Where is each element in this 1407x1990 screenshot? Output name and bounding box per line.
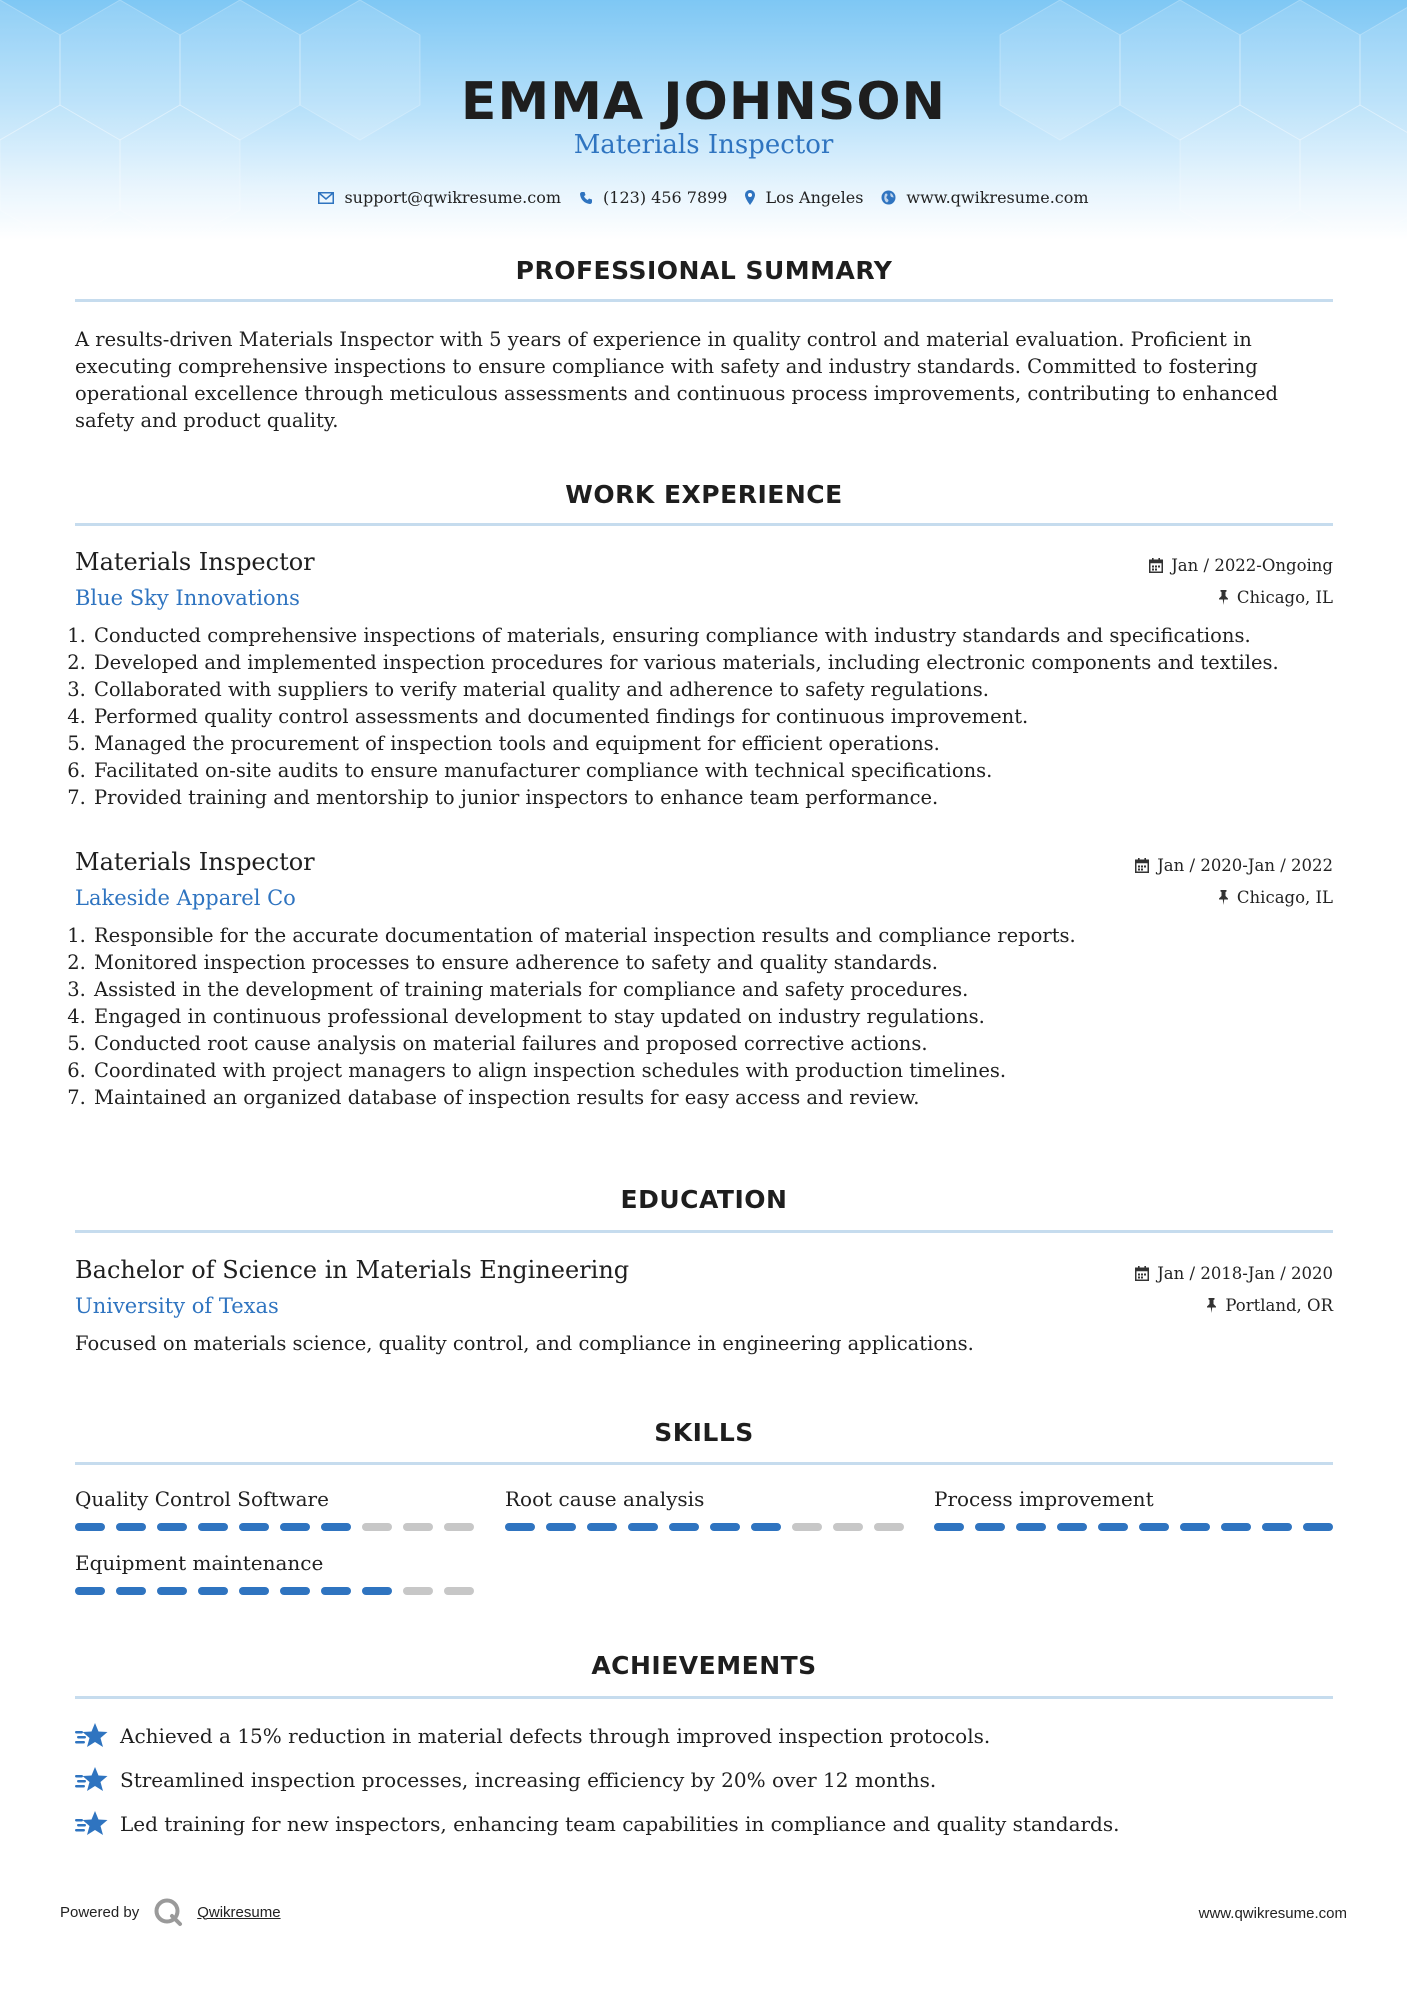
- list-item: 3. Assisted in the development of training materials for compliance and safety procedures.: [92, 976, 1333, 1003]
- map-pin-icon: [745, 190, 755, 205]
- skill-dash-empty: [874, 1523, 904, 1531]
- skill-dash-filled: [116, 1523, 146, 1531]
- qwikresume-logo-icon: [153, 1897, 183, 1927]
- shooting-star-icon: [75, 1766, 108, 1794]
- skill-item: [505, 1487, 905, 1531]
- skill-dash-empty: [792, 1523, 822, 1531]
- list-item: 6. Coordinated with project managers to align inspection schedules with production timelines.: [92, 1057, 1333, 1084]
- skill-dash-filled: [628, 1523, 658, 1531]
- pushpin-icon: [1218, 590, 1229, 605]
- list-item: 2. Developed and implemented inspection procedures for various materials, including electronic components and textiles.: [92, 649, 1333, 676]
- location-text: Los Angeles: [765, 188, 864, 207]
- skill-dash-filled: [975, 1523, 1005, 1531]
- section-divider: [75, 1462, 1333, 1465]
- skill-dash-filled: [157, 1523, 187, 1531]
- section-divider: [75, 1696, 1333, 1699]
- skill-name: Process improvement: [934, 1487, 1154, 1511]
- job-date-text: Jan / 2020-Jan / 2022: [1157, 856, 1333, 875]
- section-divider: [75, 1230, 1333, 1233]
- education-description: Focused on materials science, quality control, and compliance in engineering applications.: [75, 1332, 974, 1355]
- achievement-text: Led training for new inspectors, enhancing team capabilities in compliance and quality standards.: [120, 1812, 1120, 1836]
- job-title: Materials Inspector: [75, 848, 315, 876]
- skill-dash-empty: [444, 1523, 474, 1531]
- skill-dash-filled: [239, 1587, 269, 1595]
- list-item: 1. Conducted comprehensive inspections of materials, ensuring compliance with industry standards and specifications.: [92, 622, 1333, 649]
- globe-icon: [881, 190, 896, 205]
- job-date: [1149, 556, 1333, 575]
- degree-title: Bachelor of Science in Materials Engineering: [75, 1256, 630, 1284]
- job-entry: [75, 548, 1333, 811]
- skill-dash-filled: [75, 1523, 105, 1531]
- skill-dash-empty: [833, 1523, 863, 1531]
- skill-dash-filled: [710, 1523, 740, 1531]
- skill-level-meter: [75, 1523, 475, 1531]
- experience-heading: WORK EXPERIENCE: [565, 480, 843, 509]
- skill-dash-filled: [280, 1587, 310, 1595]
- phone-text: (123) 456 7899: [603, 188, 728, 207]
- education-date: [1135, 1264, 1333, 1283]
- company-name: Blue Sky Innovations: [75, 586, 300, 610]
- job-title-header: Materials Inspector: [573, 130, 834, 160]
- list-item: 5. Managed the procurement of inspection tools and equipment for efficient operations.: [92, 730, 1333, 757]
- skill-dash-empty: [403, 1523, 433, 1531]
- skill-dash-filled: [751, 1523, 781, 1531]
- job-location-text: Chicago, IL: [1236, 588, 1333, 607]
- education-location-text: Portland, OR: [1225, 1296, 1333, 1315]
- job-entry: [75, 848, 1333, 1111]
- skills-heading: SKILLS: [654, 1418, 754, 1447]
- job-bullets: [75, 622, 1333, 811]
- email-text: support@qwikresume.com: [344, 188, 562, 207]
- education-entry: [75, 1256, 1333, 1357]
- skill-dash-filled: [934, 1523, 964, 1531]
- contact-bar: [0, 188, 1407, 207]
- job-bullets: [75, 922, 1333, 1111]
- summary-text: A results-driven Materials Inspector with 5 years of experience in quality control and material evaluation. Proficient in executing comprehensive inspections to ensure compliance with safety and industry standards. Committed to fostering operational excellence through meticulous assessments and continuous process improvements, contributing to enhanced safety and product quality.: [75, 328, 1278, 432]
- skill-dash-filled: [1057, 1523, 1087, 1531]
- job-title: Materials Inspector: [75, 548, 315, 576]
- skill-dash-filled: [1221, 1523, 1251, 1531]
- achievement-text: Achieved a 15% reduction in material defects through improved inspection protocols.: [120, 1724, 991, 1748]
- achievement-item: [75, 1766, 1333, 1794]
- contact-email[interactable]: [318, 188, 561, 207]
- job-date: [1135, 856, 1333, 875]
- list-item: 4. Engaged in continuous professional development to stay updated on industry regulations.: [92, 1003, 1333, 1030]
- calendar-icon: [1135, 1266, 1149, 1281]
- calendar-icon: [1149, 558, 1163, 573]
- skill-level-meter: [75, 1587, 475, 1595]
- skill-name: Equipment maintenance: [75, 1551, 324, 1575]
- skill-dash-filled: [546, 1523, 576, 1531]
- list-item: 3. Collaborated with suppliers to verify material quality and adherence to safety regulations.: [92, 676, 1333, 703]
- skill-dash-filled: [1303, 1523, 1333, 1531]
- job-location: [1218, 888, 1333, 907]
- section-divider: [75, 299, 1333, 302]
- skill-dash-filled: [1016, 1523, 1046, 1531]
- section-divider: [75, 523, 1333, 526]
- job-date-text: Jan / 2022-Ongoing: [1171, 556, 1333, 575]
- list-item: 5. Conducted root cause analysis on material failures and proposed corrective actions.: [92, 1030, 1333, 1057]
- achievement-item: [75, 1722, 1333, 1750]
- skill-name: Root cause analysis: [505, 1487, 705, 1511]
- pushpin-icon: [1206, 1298, 1217, 1313]
- company-name: Lakeside Apparel Co: [75, 886, 296, 910]
- skill-dash-empty: [362, 1523, 392, 1531]
- skill-dash-filled: [1098, 1523, 1128, 1531]
- website-text: www.qwikresume.com: [906, 188, 1089, 207]
- contact-phone[interactable]: [579, 188, 727, 207]
- skill-dash-filled: [362, 1587, 392, 1595]
- skill-dash-filled: [198, 1523, 228, 1531]
- skill-dash-empty: [444, 1587, 474, 1595]
- skill-dash-filled: [1262, 1523, 1292, 1531]
- education-heading: EDUCATION: [620, 1185, 788, 1214]
- school-name: University of Texas: [75, 1294, 279, 1318]
- powered-by: [60, 1897, 281, 1927]
- contact-website[interactable]: [881, 188, 1088, 207]
- skill-level-meter: [934, 1523, 1334, 1531]
- summary-heading: PROFESSIONAL SUMMARY: [515, 256, 893, 285]
- contact-location: [745, 188, 863, 207]
- shooting-star-icon: [75, 1810, 108, 1838]
- education-location: [1206, 1296, 1333, 1315]
- skill-dash-filled: [280, 1523, 310, 1531]
- candidate-name: EMMA JOHNSON: [460, 72, 947, 132]
- envelope-icon: [318, 192, 334, 204]
- skill-level-meter: [505, 1523, 905, 1531]
- brand-link[interactable]: Qwikresume: [197, 1903, 281, 1921]
- skill-dash-filled: [198, 1587, 228, 1595]
- skill-dash-filled: [116, 1587, 146, 1595]
- phone-icon: [579, 191, 593, 205]
- pushpin-icon: [1218, 890, 1229, 905]
- skill-dash-filled: [505, 1523, 535, 1531]
- achievements-heading: ACHIEVEMENTS: [591, 1651, 817, 1680]
- skill-dash-filled: [239, 1523, 269, 1531]
- calendar-icon: [1135, 858, 1149, 873]
- list-item: 7. Maintained an organized database of inspection results for easy access and review.: [92, 1084, 1333, 1111]
- list-item: 2. Monitored inspection processes to ensure adherence to safety and quality standards.: [92, 949, 1333, 976]
- list-item: 6. Facilitated on-site audits to ensure manufacturer compliance with technical specifications.: [92, 757, 1333, 784]
- skill-dash-filled: [157, 1587, 187, 1595]
- job-location-text: Chicago, IL: [1236, 888, 1333, 907]
- education-date-text: Jan / 2018-Jan / 2020: [1157, 1264, 1333, 1283]
- skill-dash-filled: [669, 1523, 699, 1531]
- skill-item: [75, 1487, 475, 1531]
- achievement-item: [75, 1810, 1333, 1838]
- list-item: 7. Provided training and mentorship to junior inspectors to enhance team performance.: [92, 784, 1333, 811]
- skill-dash-filled: [1180, 1523, 1210, 1531]
- skill-dash-filled: [321, 1587, 351, 1595]
- skill-item: [934, 1487, 1334, 1531]
- achievement-text: Streamlined inspection processes, increasing efficiency by 20% over 12 months.: [120, 1768, 937, 1792]
- skill-name: Quality Control Software: [75, 1487, 329, 1511]
- skill-dash-filled: [321, 1523, 351, 1531]
- shooting-star-icon: [75, 1722, 108, 1750]
- list-item: 4. Performed quality control assessments and documented findings for continuous improvement.: [92, 703, 1333, 730]
- job-location: [1218, 588, 1333, 607]
- list-item: 1. Responsible for the accurate documentation of material inspection results and compliance reports.: [92, 922, 1333, 949]
- skill-dash-filled: [587, 1523, 617, 1531]
- footer-url[interactable]: www.qwikresume.com: [1198, 1905, 1347, 1922]
- powered-by-label: Powered by: [60, 1903, 140, 1921]
- skill-dash-filled: [1139, 1523, 1169, 1531]
- skill-dash-empty: [403, 1587, 433, 1595]
- skill-item: [75, 1551, 475, 1595]
- skill-dash-filled: [75, 1587, 105, 1595]
